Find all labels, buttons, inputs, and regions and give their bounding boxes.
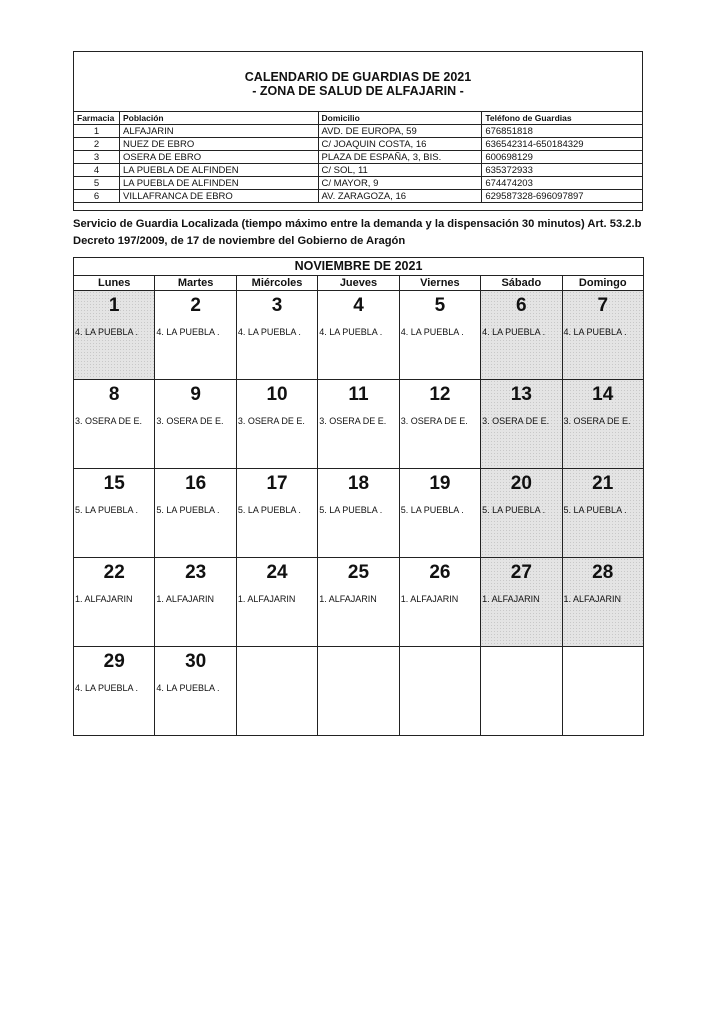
pharmacy-phone: 629587328-696097897 [482,190,643,203]
calendar-month-title: NOVIEMBRE DE 2021 [74,258,643,276]
calendar-day-cell [318,380,399,468]
pharmacy-address: AVD. DE EUROPA, 59 [318,125,482,138]
service-note-line-1: Servicio de Guardia Localizada (tiempo máximo entre la demanda y la dispensación 30 minutos) Art. 53.2.b [73,218,642,230]
calendar-empty-cell [237,647,318,735]
col-farmacia: Farmacia [74,112,120,125]
weekday-sunday: Domingo [578,277,627,289]
day-number: 22 [103,562,125,583]
title-line-2: - ZONA DE SALUD DE ALFAJARIN - [252,84,464,98]
pharmacy-phone: 600698129 [482,151,643,164]
pharmacy-town: OSERA DE EBRO [119,151,318,164]
calendar-day-cell [155,380,236,468]
duty-pharmacy: 3. OSERA DE E. [319,416,387,426]
calendar-day-cell [74,291,155,379]
day-number: 23 [185,562,207,583]
pharmacy-address: C/ SOL, 11 [318,164,482,177]
day-number: 18 [347,473,370,494]
day-number: 30 [185,651,207,672]
pharmacy-address: C/ MAYOR, 9 [318,177,482,190]
calendar-day-cell [563,469,643,557]
calendar [73,257,644,736]
day-number: 27 [510,562,532,583]
duty-pharmacy: 1. ALFAJARIN [400,594,459,604]
duty-pharmacy: 5. LA PUEBLA . [563,505,627,515]
calendar-week [74,469,643,558]
day-number: 13 [510,384,532,405]
day-number: 19 [429,473,451,494]
pharmacy-phone: 636542314-650184329 [482,138,643,151]
duty-pharmacy: 5. LA PUEBLA . [400,505,464,515]
duty-pharmacy: 1. ALFAJARIN [237,594,296,604]
pharmacy-address: PLAZA DE ESPAÑA, 3, BIS. [318,151,482,164]
duty-pharmacy: 5. LA PUEBLA . [482,505,546,515]
calendar-empty-cell [400,647,481,735]
calendar-empty-cell [318,647,399,735]
pharmacy-town: NUEZ DE EBRO [119,138,318,151]
document-title [74,70,642,98]
pharmacy-phone: 635372933 [482,164,643,177]
service-note-line-2: Decreto 197/2009, de 17 de noviembre del Gobierno de Aragón [73,235,406,247]
calendar-day-cell [74,380,155,468]
pharmacy-address: C/ JOAQUIN COSTA, 16 [318,138,482,151]
pharmacy-row [74,190,643,203]
pharmacy-town: ALFAJARIN [119,125,318,138]
pharmacy-row [74,138,643,151]
day-number: 29 [103,651,125,672]
day-number: 1 [108,295,120,316]
calendar-empty-cell [563,647,643,735]
calendar-day-cell [400,380,481,468]
day-number: 3 [271,295,283,316]
day-number: 12 [429,384,451,405]
calendar-week [74,380,643,469]
pharmacy-row [74,125,643,138]
calendar-day-cell [481,291,562,379]
calendar-empty-cell [481,647,562,735]
calendar-day-cell [563,558,643,646]
day-number: 15 [103,473,125,494]
title-line-1: CALENDARIO DE GUARDIAS DE 2021 [244,70,472,84]
pharmacy-number: 2 [74,138,120,151]
duty-pharmacy: 4. LA PUEBLA . [156,327,220,337]
day-number: 16 [185,473,207,494]
duty-pharmacy: 1. ALFAJARIN [482,594,540,604]
calendar-day-cell [237,558,318,646]
calendar-week [74,291,643,380]
calendar-day-cell [481,558,562,646]
duty-pharmacy: 3. OSERA DE E. [237,416,305,426]
pharmacy-number: 4 [74,164,120,177]
duty-pharmacy: 3. OSERA DE E. [563,416,631,426]
pharmacy-number: 5 [74,177,120,190]
day-number: 21 [592,473,614,494]
day-number: 5 [434,295,446,316]
duty-pharmacy: 4. LA PUEBLA . [563,327,627,337]
day-number: 6 [516,295,527,316]
pharmacy-town: LA PUEBLA DE ALFINDEN [119,164,318,177]
duty-pharmacy: 1. ALFAJARIN [75,594,133,604]
calendar-day-cell [74,558,155,646]
day-number: 4 [353,295,364,316]
calendar-day-cell [481,469,562,557]
pharmacy-row [74,177,643,190]
calendar-day-cell [400,558,481,646]
day-number: 24 [266,562,288,583]
duty-pharmacy: 4. LA PUEBLA . [482,327,546,337]
pharmacy-phone: 676851818 [482,125,643,138]
duty-pharmacy: 4. LA PUEBLA . [75,327,139,337]
col-poblacion: Población [119,112,318,125]
col-telefono: Teléfono de Guardias [482,112,643,125]
service-note [73,216,653,250]
pharmacy-town: VILLAFRANCA DE EBRO [119,190,318,203]
calendar-week [74,647,643,735]
pharmacy-row [74,164,643,177]
pharmacy-number: 3 [74,151,120,164]
weekday-thursday: Jueves [318,276,399,290]
calendar-day-cell [400,291,481,379]
calendar-week [74,558,643,647]
duty-pharmacy: 5. LA PUEBLA . [75,505,139,515]
calendar-day-cell [481,380,562,468]
pharmacy-town: LA PUEBLA DE ALFINDEN [119,177,318,190]
weekday-header [74,276,643,291]
calendar-day-cell [400,469,481,557]
day-number: 17 [266,473,288,494]
calendar-day-cell [563,291,643,379]
calendar-day-cell [74,469,155,557]
duty-pharmacy: 1. ALFAJARIN [319,594,377,604]
day-number: 2 [190,295,201,316]
pharmacy-table-header [74,112,643,125]
duty-pharmacy: 3. OSERA DE E. [482,416,550,426]
day-number: 10 [266,384,288,405]
weekday-tuesday: Martes [155,276,236,290]
pharmacy-table [73,111,643,203]
calendar-day-cell [237,291,318,379]
calendar-day-cell [318,469,399,557]
pharmacy-row [74,151,643,164]
calendar-day-cell [318,291,399,379]
duty-pharmacy: 4. LA PUEBLA . [75,683,139,693]
day-number: 14 [592,384,614,405]
pharmacy-phone: 674474203 [482,177,643,190]
calendar-day-cell [318,558,399,646]
duty-pharmacy: 4. LA PUEBLA . [237,327,301,337]
weekday-wednesday: Miércoles [237,276,318,290]
duty-pharmacy: 1. ALFAJARIN [156,594,214,604]
calendar-day-cell [155,469,236,557]
col-domicilio: Domicilio [318,112,482,125]
day-number: 7 [597,295,609,316]
duty-pharmacy: 1. ALFAJARIN [563,594,622,604]
duty-pharmacy: 3. OSERA DE E. [400,416,468,426]
calendar-day-cell [237,469,318,557]
pharmacy-number: 6 [74,190,120,203]
day-number: 28 [592,562,614,583]
duty-pharmacy: 5. LA PUEBLA . [319,505,383,515]
duty-pharmacy: 3. OSERA DE E. [75,416,143,426]
calendar-day-cell [74,647,155,735]
pharmacy-number: 1 [74,125,120,138]
calendar-weeks [74,291,643,735]
duty-pharmacy: 4. LA PUEBLA . [400,327,464,337]
day-number: 25 [347,562,370,583]
day-number: 20 [510,473,532,494]
calendar-day-cell [563,380,643,468]
duty-pharmacy: 3. OSERA DE E. [156,416,224,426]
weekday-saturday: Sábado [481,276,562,290]
day-number: 9 [190,384,201,405]
day-number: 26 [429,562,451,583]
duty-pharmacy: 5. LA PUEBLA . [237,505,301,515]
calendar-day-cell [155,647,236,735]
day-number: 11 [348,384,369,405]
calendar-day-cell [155,291,236,379]
weekday-friday: Viernes [400,276,481,290]
weekday-monday: Lunes [74,276,155,290]
duty-pharmacy: 4. LA PUEBLA . [156,683,220,693]
calendar-day-cell [237,380,318,468]
duty-pharmacy: 4. LA PUEBLA . [319,327,383,337]
calendar-day-cell [155,558,236,646]
day-number: 8 [108,384,120,405]
pharmacy-address: AV. ZARAGOZA, 16 [318,190,482,203]
duty-pharmacy: 5. LA PUEBLA . [156,505,220,515]
header-box [73,51,643,211]
